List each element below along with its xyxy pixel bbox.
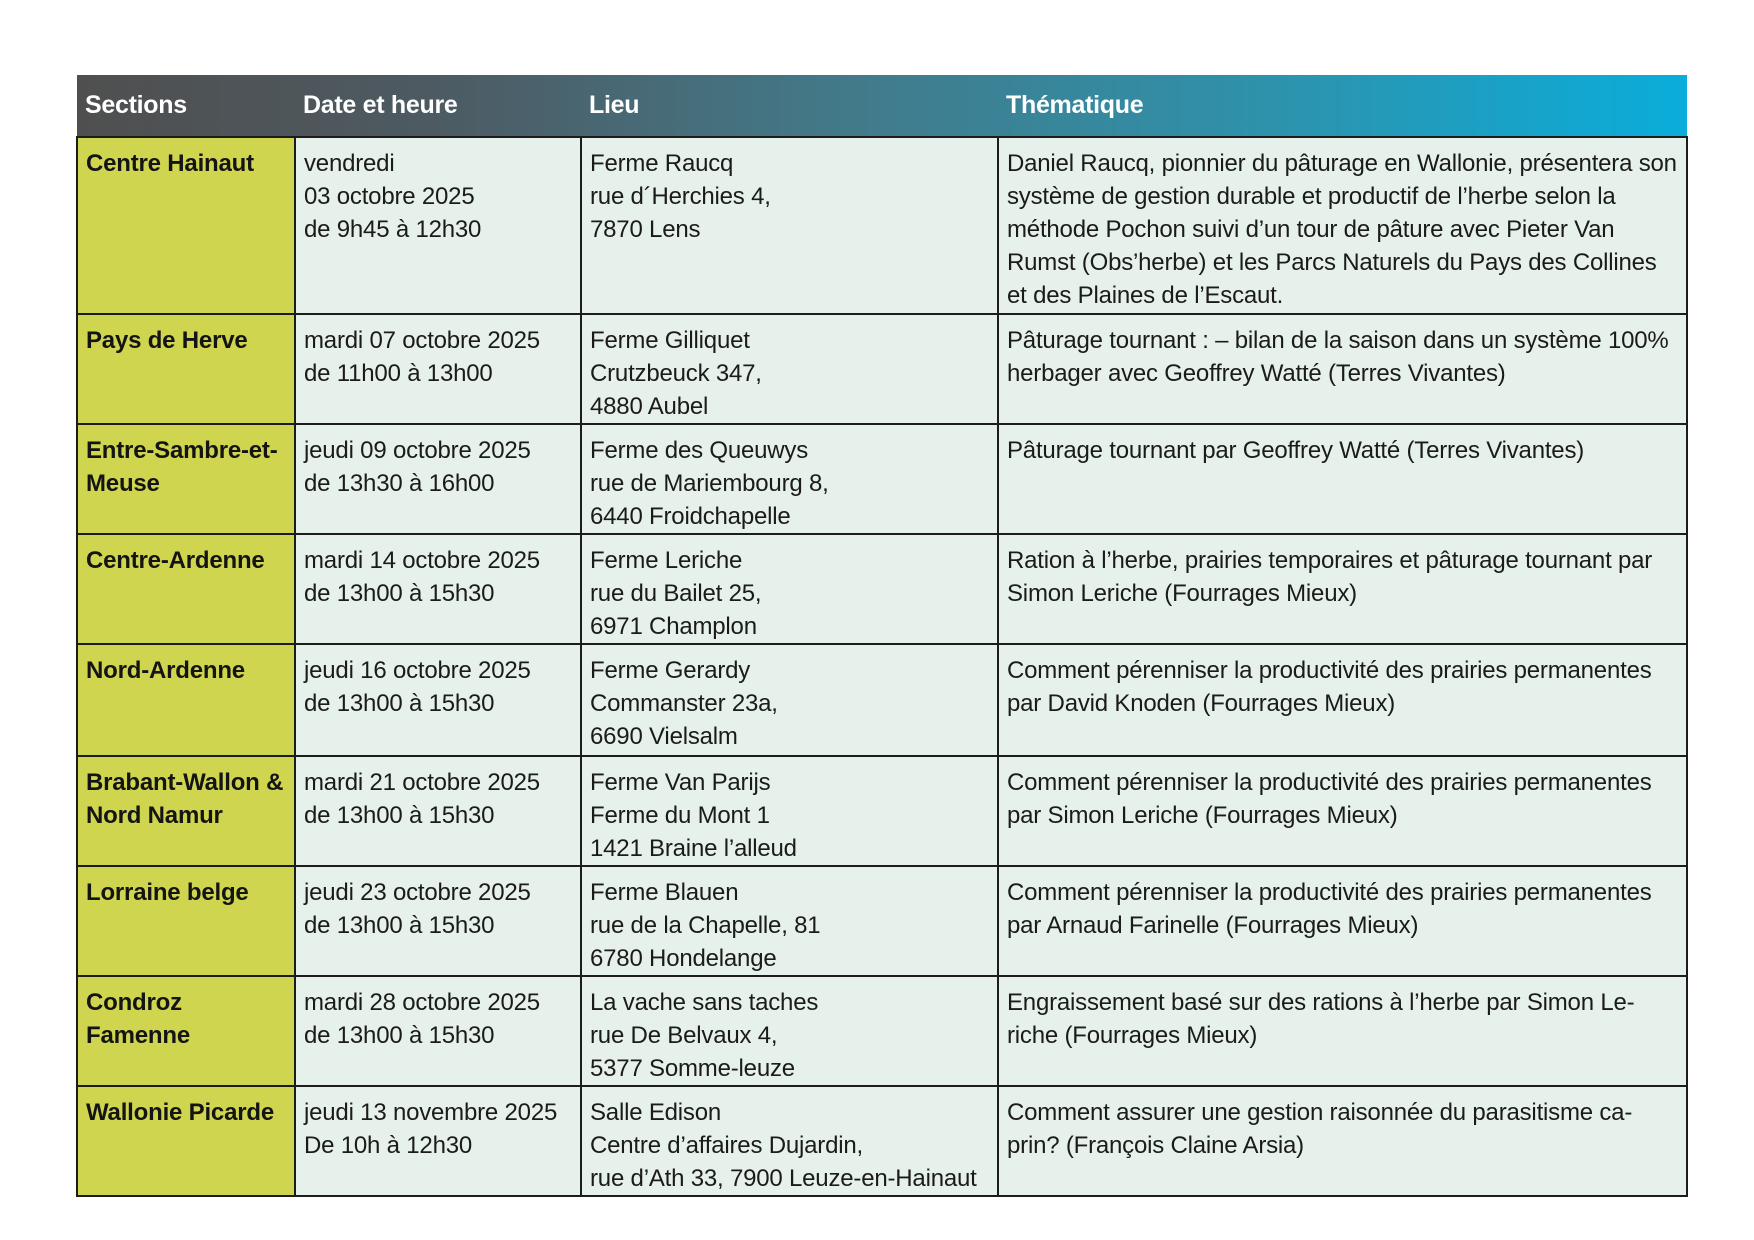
date-cell [295,756,581,866]
section-cell [77,1086,295,1196]
date-cell [295,314,581,424]
table-row [77,976,1687,1086]
date-line: mardi 14 octobre 2025 [304,547,540,574]
theme-text: Daniel Raucq, pionnier du pâturage en Wallonie, présentera son système de gestion durable et productif de l’herbe selon la méthode Pochon suivi d’un tour de pâture avec Pieter Van Rumst (Obs’herbe) et les Parcs Naturels du Pays des Collines et des Plaines de l’Escaut. [1007,150,1677,309]
location-line: rue de Mariembourg 8, [590,470,829,497]
location-line: 4880 Aubel [590,393,709,420]
date-line: de 13h00 à 15h30 [304,912,495,939]
section-cell [77,756,295,866]
date-line: de 9h45 à 12h30 [304,216,482,243]
section-cell [77,314,295,424]
date-line: jeudi 13 novembre 2025 [304,1099,558,1126]
location-cell [581,644,998,756]
theme-cell [998,137,1687,314]
date-line: jeudi 09 octobre 2025 [304,437,531,464]
location-line: Salle Edison [590,1099,722,1126]
theme-cell [998,1086,1687,1196]
section-cell [77,866,295,976]
location-line: Ferme Van Parijs [590,769,771,796]
section-cell [77,424,295,534]
location-line: Centre d’affaires Dujardin, [590,1132,863,1159]
location-line: Commanster 23a, [590,690,778,717]
location-line: Ferme Gilliquet [590,327,750,354]
location-line: Crutzbeuck 347, [590,360,762,387]
table-row [77,1086,1687,1196]
date-cell [295,534,581,644]
table-row [77,314,1687,424]
location-line: 6780 Hondelange [590,945,777,972]
date-line: mardi 28 octobre 2025 [304,989,540,1016]
theme-cell [998,756,1687,866]
section-name: Nord-Ardenne [86,657,245,684]
date-line: de 13h30 à 16h00 [304,470,495,497]
location-cell [581,866,998,976]
theme-cell [998,866,1687,976]
location-line: La vache sans taches [590,989,819,1016]
location-line: 6440 Froidchapelle [590,503,791,530]
column-header-sections: Sections [85,91,187,119]
column-header-location: Lieu [589,91,640,119]
section-name: Pays de Herve [86,327,248,354]
table-header-row [77,75,1687,137]
date-line: de 13h00 à 15h30 [304,580,495,607]
section-name: Centre Hainaut [86,150,254,177]
location-line: 6690 Vielsalm [590,723,738,750]
location-line: Ferme Blauen [590,879,739,906]
table-body [77,137,1687,1196]
location-cell [581,314,998,424]
date-line: de 13h00 à 15h30 [304,690,495,717]
date-cell [295,137,581,314]
section-cell [77,534,295,644]
section-name: Entre-Sambre-et-Meuse [86,437,278,497]
theme-text: Comment pérenniser la productivité des prairies permanentes par Simon Leriche (Fourrages Mieux) [1007,769,1652,829]
date-cell [295,424,581,534]
section-name: Brabant-Wallon & Nord Namur [86,769,284,829]
theme-cell [998,314,1687,424]
date-cell [295,976,581,1086]
location-line: rue du Bailet 25, [590,580,762,607]
table-row [77,137,1687,314]
date-line: jeudi 16 octobre 2025 [304,657,531,684]
theme-cell [998,424,1687,534]
location-line: rue De Belvaux 4, [590,1022,778,1049]
date-line: mardi 21 octobre 2025 [304,769,540,796]
theme-text: Engraissement basé sur des rations à l’herbe par Simon Le-riche (Fourrages Mieux) [1007,989,1635,1049]
date-line: jeudi 23 octobre 2025 [304,879,531,906]
table-row [77,644,1687,756]
section-name: Lorraine belge [86,879,249,906]
section-cell [77,137,295,314]
location-cell [581,1086,998,1196]
theme-cell [998,644,1687,756]
location-line: 6971 Champlon [590,613,757,640]
date-line: mardi 07 octobre 2025 [304,327,540,354]
date-line: de 13h00 à 15h30 [304,802,495,829]
section-name: Wallonie Picarde [86,1099,274,1126]
theme-cell [998,976,1687,1086]
date-cell [295,1086,581,1196]
date-line: de 11h00 à 13h00 [304,360,493,387]
location-line: rue de la Chapelle, 81 [590,912,821,939]
date-cell [295,866,581,976]
theme-cell [998,534,1687,644]
table-row [77,866,1687,976]
schedule-table [76,75,1688,1197]
location-line: 7870 Lens [590,216,701,243]
location-line: 1421 Braine l’alleud [590,835,797,862]
location-cell [581,424,998,534]
location-cell [581,756,998,866]
location-line: rue d’Ath 33, 7900 Leuze-en-Hainaut [590,1165,977,1192]
table-row [77,756,1687,866]
location-line: 5377 Somme-leuze [590,1055,795,1082]
theme-text: Pâturage tournant : – bilan de la saison dans un système 100% herbager avec Geoffrey Watté (Terres Vivantes) [1007,327,1669,387]
date-line: de 13h00 à 15h30 [304,1022,495,1049]
location-line: rue d´Herchies 4, [590,183,771,210]
theme-text: Comment pérenniser la productivité des prairies permanentes par David Knoden (Fourrages Mieux) [1007,657,1652,717]
table-row [77,534,1687,644]
location-line: Ferme Gerardy [590,657,751,684]
column-header-date: Date et heure [303,91,458,119]
date-line: vendredi [304,150,395,177]
location-cell [581,534,998,644]
theme-text: Comment pérenniser la productivité des prairies permanentes par Arnaud Farinelle (Fourrages Mieux) [1007,879,1652,939]
location-cell [581,976,998,1086]
section-cell [77,976,295,1086]
theme-text: Comment assurer une gestion raisonnée du parasitisme ca-prin? (François Claine Arsia) [1007,1099,1633,1159]
theme-text: Ration à l’herbe, prairies temporaires et pâturage tournant par Simon Leriche (Fourrages Mieux) [1007,547,1653,607]
section-name: Condroz Famenne [86,989,190,1049]
column-header-theme: Thématique [1006,91,1144,119]
location-line: Ferme Raucq [590,150,734,177]
section-cell [77,644,295,756]
location-line: Ferme des Queuwys [590,437,809,464]
location-line: Ferme Leriche [590,547,743,574]
table-row [77,424,1687,534]
date-line: De 10h à 12h30 [304,1132,473,1159]
location-cell [581,137,998,314]
date-cell [295,644,581,756]
theme-text: Pâturage tournant par Geoffrey Watté (Terres Vivantes) [1007,437,1585,464]
location-line: Ferme du Mont 1 [590,802,770,829]
date-line: 03 octobre 2025 [304,183,475,210]
section-name: Centre-Ardenne [86,547,265,574]
